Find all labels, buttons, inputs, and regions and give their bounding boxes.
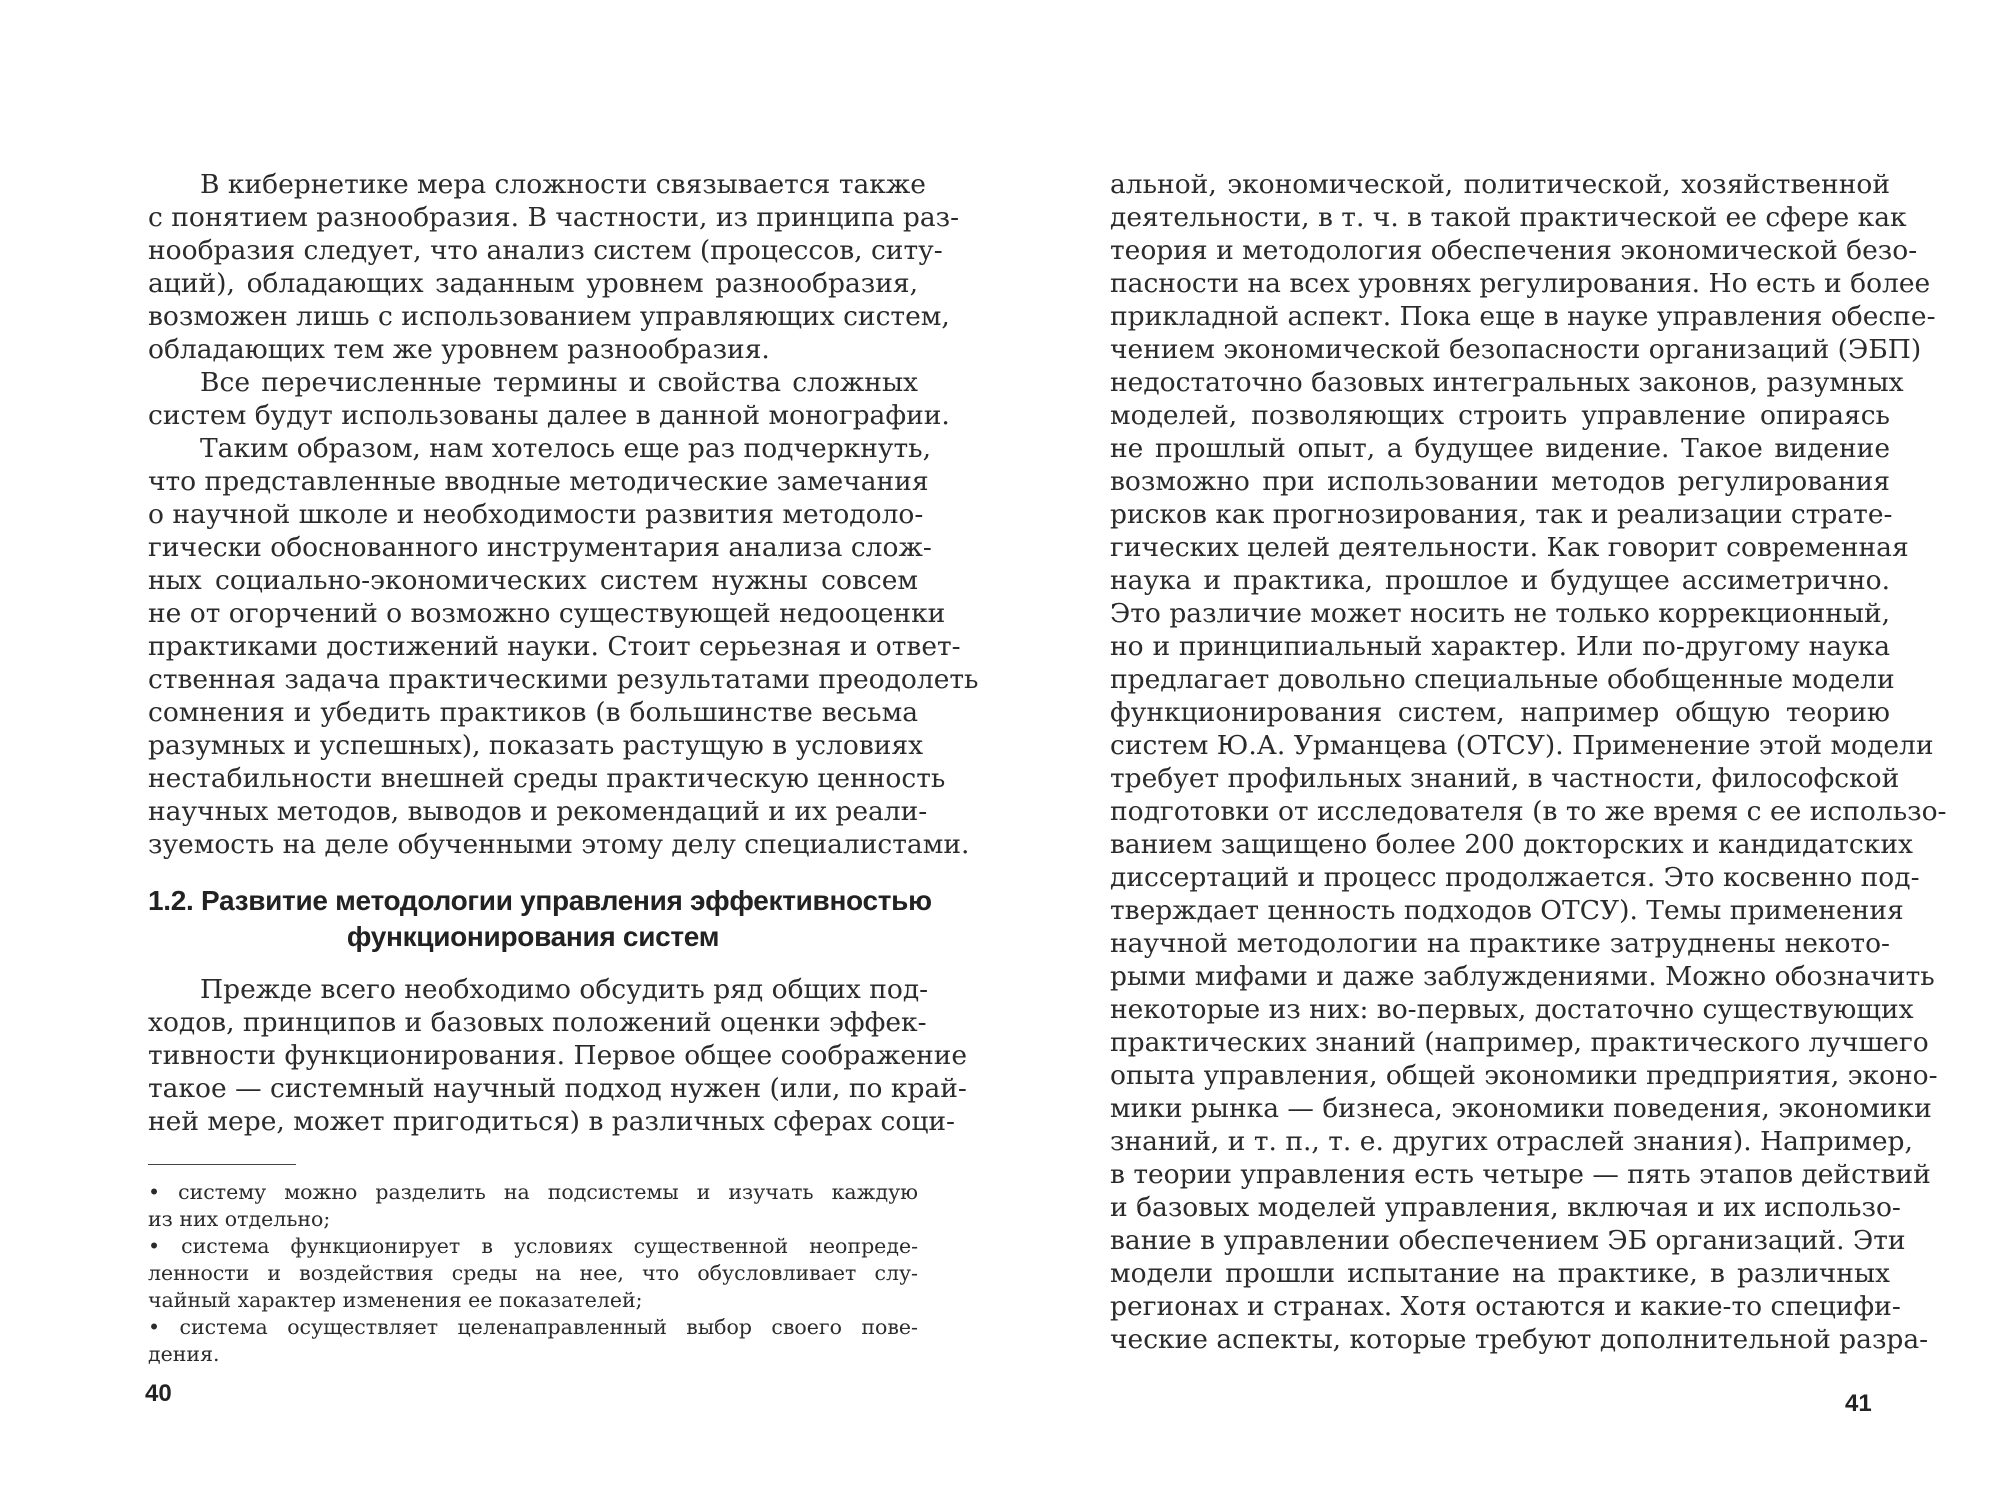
text-line: Все перечисленные термины и свойства сложных xyxy=(200,367,918,398)
text-line: знаний, и т. п., т. е. других отраслей знания). Например, xyxy=(1110,1126,1913,1157)
text-line: чением экономической безопасности организаций (ЭБП) xyxy=(1110,334,1922,365)
paragraph-1 xyxy=(148,168,960,366)
footnote-line: • система функционирует в условиях существенной неопреде- xyxy=(148,1234,918,1258)
footnote-item xyxy=(148,1314,918,1368)
text-line: регионах и странах. Хотя остаются и какие-то специфи- xyxy=(1110,1291,1901,1322)
text-line: тверждает ценность подходов ОТСУ). Темы применения xyxy=(1110,895,1904,926)
text-line: предлагает довольно специальные обобщенные модели xyxy=(1110,664,1895,695)
page-number: 41 xyxy=(1845,1390,1872,1417)
text-line: систем будут использованы далее в данной монографии. xyxy=(148,400,950,431)
text-line: альной, экономической, политической, хозяйственной xyxy=(1110,169,1890,200)
text-line: ванием защищено более 200 докторских и кандидатских xyxy=(1110,829,1913,860)
text-line: прикладной аспект. Пока еще в науке управления обеспе- xyxy=(1110,301,1936,332)
text-line: Это различие может носить не только коррекционный, xyxy=(1110,598,1891,629)
text-line: что представленные вводные методические замечания xyxy=(148,466,929,497)
text-line: не прошлый опыт, а будущее видение. Такое видение xyxy=(1110,433,1890,464)
text-line: но и принципиальный характер. Или по-другому наука xyxy=(1110,631,1890,662)
text-line: практических знаний (например, практического лучшего xyxy=(1110,1027,1929,1058)
paragraph-2 xyxy=(148,366,950,432)
text-line: сомнения и убедить практиков (в большинстве весьма xyxy=(148,697,918,728)
text-line: гически обоснованного инструментария анализа слож- xyxy=(148,532,932,563)
text-line: в теории управления есть четыре — пять этапов действий xyxy=(1110,1159,1931,1190)
text-line: и базовых моделей управления, включая и их использо- xyxy=(1110,1192,1901,1223)
footnotes xyxy=(148,1179,918,1368)
text-line: возможен лишь с использованием управляющих систем, xyxy=(148,301,950,332)
text-line: ней мере, может пригодиться) в различных сферах соци- xyxy=(148,1106,955,1137)
footnote-line: • систему можно разделить на подсистемы и изучать каждую xyxy=(148,1180,918,1204)
text-line: тивности функционирования. Первое общее соображение xyxy=(148,1040,968,1071)
footnote-line: чайный характер изменения ее показателей; xyxy=(148,1288,643,1312)
text-line: рисков как прогнозирования, так и реализации страте- xyxy=(1110,499,1893,530)
footnote-line: дения. xyxy=(148,1342,220,1366)
text-line: требует профильных знаний, в частности, философской xyxy=(1110,763,1900,794)
text-line: с понятием разнообразия. В частности, из принципа раз- xyxy=(148,202,960,233)
text-line: подготовки от исследователя (в то же время с ее использо- xyxy=(1110,796,1947,827)
footnote-line: ленности и воздействия среды на нее, что обусловливает слу- xyxy=(148,1261,918,1285)
text-line: наука и практика, прошлое и будущее ассиметрично. xyxy=(1110,565,1890,596)
text-line: нестабильности внешней среды практическую ценность xyxy=(148,763,946,794)
text-line: обладающих тем же уровнем разнообразия. xyxy=(148,334,770,365)
text-line: пасности на всех уровнях регулирования. Но есть и более xyxy=(1110,268,1931,299)
text-line: такое — системный научный подход нужен (или, по край- xyxy=(148,1073,967,1104)
text-line: ческие аспекты, которые требуют дополнительной разра- xyxy=(1110,1324,1929,1355)
text-line: некоторые из них: во-первых, достаточно существующих xyxy=(1110,994,1914,1025)
text-line: модели прошли испытание на практике, в различных xyxy=(1110,1258,1890,1289)
footnote-divider xyxy=(148,1164,296,1165)
text-line: ственная задача практическими результатами преодолеть xyxy=(148,664,979,695)
text-line: недостаточно базовых интегральных законов, разумных xyxy=(1110,367,1904,398)
text-line: В кибернетике мера сложности связывается также xyxy=(200,169,926,200)
text-line: научной методологии на практике затруднены некото- xyxy=(1110,928,1890,959)
text-line: диссертаций и процесс продолжается. Это косвенно под- xyxy=(1110,862,1920,893)
footnote-item xyxy=(148,1233,918,1314)
text-line: гических целей деятельности. Как говорит современная xyxy=(1110,532,1909,563)
text-line: систем Ю.А. Урманцева (ОТСУ). Применение этой модели xyxy=(1110,730,1934,761)
section-heading-line: 1.2. Развитие методологии управления эффективностью xyxy=(148,885,932,916)
text-line: функционирования систем, например общую теорию xyxy=(1110,697,1890,728)
text-line: мики рынка — бизнеса, экономики поведения, экономики xyxy=(1110,1093,1932,1124)
text-line: зуемость на деле обученными этому делу специалистами. xyxy=(148,829,970,860)
right-text-column xyxy=(1110,168,1947,1356)
text-line: Прежде всего необходимо обсудить ряд общих под- xyxy=(200,974,929,1005)
section-heading xyxy=(148,883,932,955)
section-heading-line: функционирования систем xyxy=(346,921,720,952)
paragraph-3 xyxy=(148,432,979,861)
text-line: опыта управления, общей экономики предприятия, эконо- xyxy=(1110,1060,1938,1091)
text-line: практиками достижений науки. Стоит серьезная и ответ- xyxy=(148,631,961,662)
text-line: возможно при использовании методов регулирования xyxy=(1110,466,1890,497)
text-line: аций), обладающих заданным уровнем разнообразия, xyxy=(148,268,918,299)
text-line: рыми мифами и даже заблуждениями. Можно обозначить xyxy=(1110,961,1935,992)
footnote-item xyxy=(148,1179,918,1233)
footnote-line: • система осуществляет целенаправленный выбор своего пове- xyxy=(148,1315,918,1339)
text-line: разумных и успешных), показать растущую в условиях xyxy=(148,730,924,761)
page-number: 40 xyxy=(145,1380,172,1407)
right-page xyxy=(1000,0,2000,1493)
text-line: нообразия следует, что анализ систем (процессов, ситу- xyxy=(148,235,943,266)
paragraph-4 xyxy=(148,973,968,1138)
text-line: не от огорчений о возможно существующей недооценки xyxy=(148,598,946,629)
left-text-column xyxy=(148,168,979,1368)
text-line: моделей, позволяющих строить управление опираясь xyxy=(1110,400,1890,431)
text-line: теория и методология обеспечения экономической безо- xyxy=(1110,235,1918,266)
text-line: вание в управлении обеспечением ЭБ организаций. Эти xyxy=(1110,1225,1906,1256)
text-line: ходов, принципов и базовых положений оценки эффек- xyxy=(148,1007,927,1038)
text-line: деятельности, в т. ч. в такой практической ее сфере как xyxy=(1110,202,1907,233)
text-line: Таким образом, нам хотелось еще раз подчеркнуть, xyxy=(200,433,931,464)
text-line: научных методов, выводов и рекомендаций и их реали- xyxy=(148,796,928,827)
text-line: ных социально-экономических систем нужны совсем xyxy=(148,565,918,596)
footnote-line: из них отдельно; xyxy=(148,1207,331,1231)
text-line: о научной школе и необходимости развития методоло- xyxy=(148,499,924,530)
